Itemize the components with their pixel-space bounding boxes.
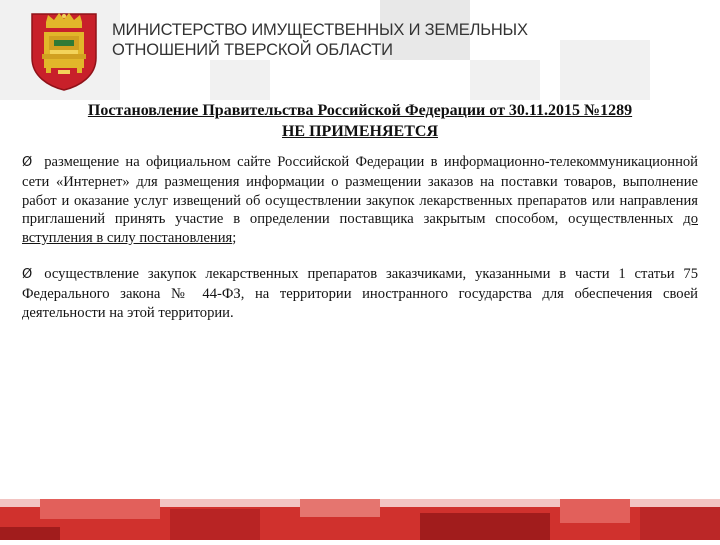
header xyxy=(0,0,720,92)
footer-decoration xyxy=(0,499,720,540)
tver-coat-of-arms-icon xyxy=(28,12,100,92)
item2-text: осуществление закупок лекарственных препаратов заказчиками, указанными в части 1 статьи 75 Федерального закона № 44-ФЗ, на территории иностранного государства для обеспечения своей деятельности на этой территории. xyxy=(22,265,698,321)
list-item xyxy=(22,265,698,322)
item1-underlined-text: до вступления в силу постановления xyxy=(22,211,698,247)
list-item xyxy=(22,153,698,248)
item1-text: размещение на официальном сайте Российской Федерации в информационно-телекоммуникационной сети «Интернет» для размещения информации о размещении заказов на поставки товаров, выполнение работ и оказание услуг извещений об осуществлении закупок лекарственных препаратов или направления приглашений принять участие в определении поставщика закрытым способом, осуществленных xyxy=(22,154,698,228)
ministry-name-line2: ОТНОШЕНИЙ ТВЕРСКОЙ ОБЛАСТИ xyxy=(112,41,393,59)
ministry-name xyxy=(112,20,632,60)
page-title xyxy=(22,100,698,142)
title-line2: НЕ ПРИМЕНЯЕТСЯ xyxy=(281,123,438,140)
title-line1: Постановление Правительства Российской Федерации от 30.11.2015 №1289 xyxy=(87,102,633,119)
arrow-bullet-icon: Ø xyxy=(22,266,33,282)
document-body xyxy=(22,100,698,322)
item1-end: ; xyxy=(232,230,237,247)
arrow-bullet-icon: Ø xyxy=(22,155,33,170)
ministry-name-line1: МИНИСТЕРСТВО ИМУЩЕСТВЕННЫХ И ЗЕМЕЛЬНЫХ xyxy=(112,21,528,39)
